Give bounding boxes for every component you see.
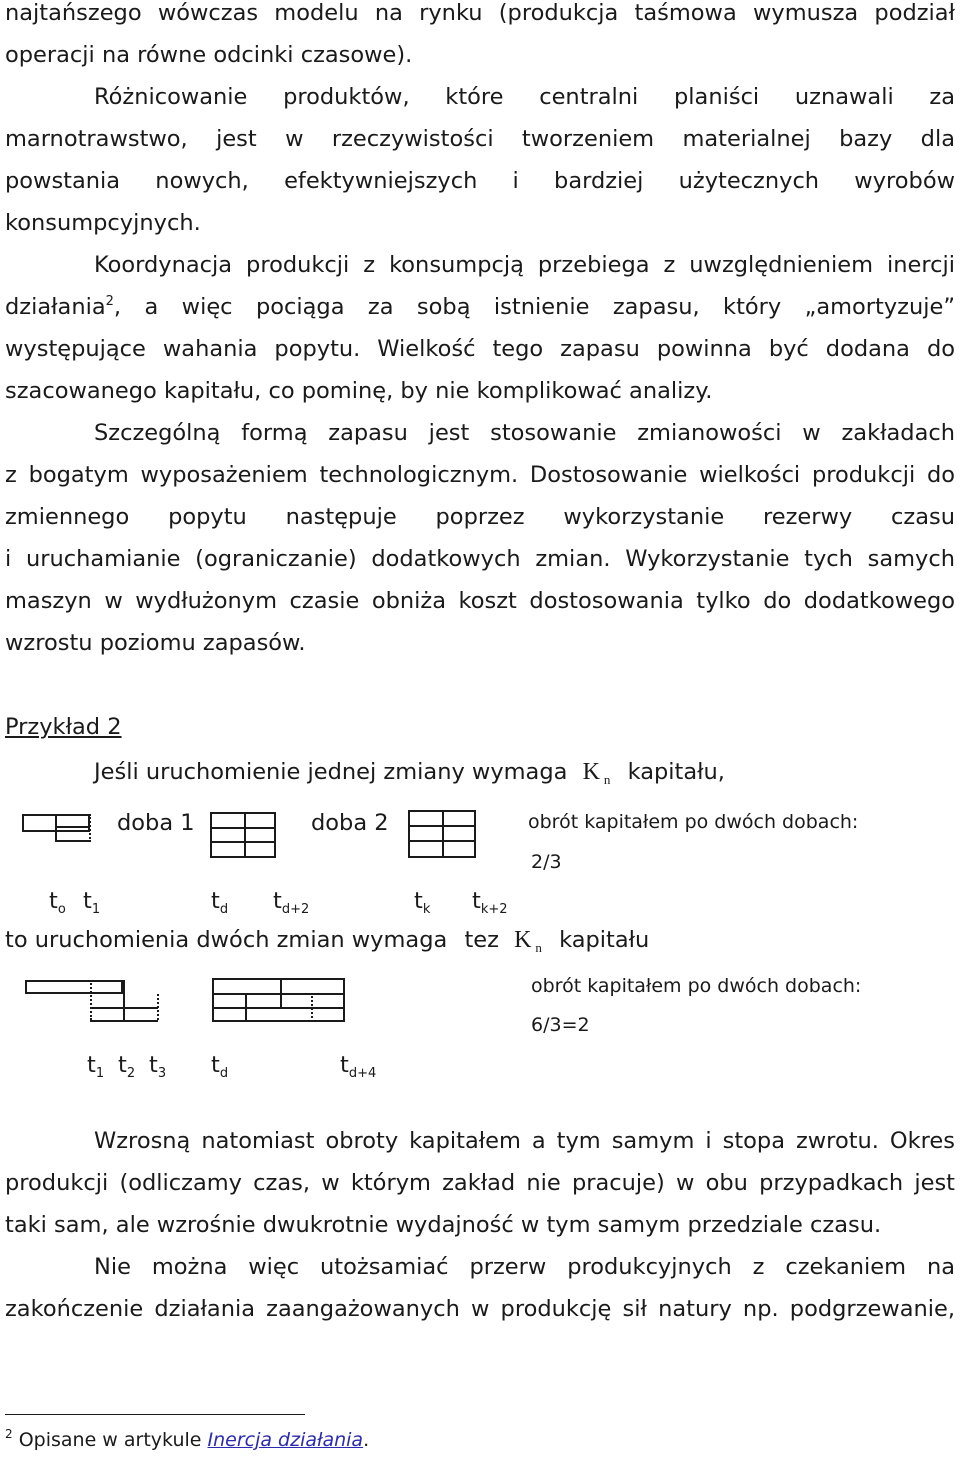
turnover-label: obrót kapitałem po dwóch dobach: — [528, 811, 859, 833]
paragraph-line: taki sam, ale wzrośnie dwukrotnie wydajność w tym samym przedziale czasu. — [5, 1212, 882, 1238]
paragraph-line: zmiennego popytu następuje poprzez wykorzystanie rezerwy czasu — [5, 504, 955, 530]
turnover-value: 6/3=2 — [531, 1014, 590, 1036]
word: działania — [5, 294, 106, 320]
example-heading: Przykład 2 — [5, 714, 122, 740]
time-label: $t_d$ — [211, 1052, 229, 1081]
paragraph-line: marnotrawstwo, jest w rzeczywistości tworzeniem materialnej bazy dla — [5, 126, 955, 152]
capital-symbol: K — [514, 927, 532, 953]
paragraph-line: Szczególną formą zapasu jest stosowanie zmianowości w zakładach — [94, 420, 955, 446]
paragraph-line: wzrostu poziomu zapasów. — [5, 630, 306, 656]
example-line: Jeśli uruchomienie jednej zmiany wymaga K $_n$ kapitału, — [94, 759, 725, 787]
paragraph-line: maszyn w wydłużonym czasie obniża koszt dostosowania tylko do dodatkowego — [5, 588, 955, 614]
paragraph-line: najtańszego wówczas modelu na rynku (produkcja taśmowa wymusza podział — [5, 0, 955, 26]
paragraph-line: produkcji (odliczamy czas, w którym zakład nie pracuje) w obu przypadkach jest — [5, 1170, 955, 1196]
time-label: $t_{d+4}$ — [340, 1052, 377, 1081]
time-label: $t_{d+2}$ — [273, 888, 310, 917]
time-label: $t_d$ — [211, 888, 229, 917]
time-label: $t_3$ — [149, 1052, 167, 1081]
footnote-link[interactable]: Inercja działania — [207, 1429, 364, 1451]
time-label: $t_k$ — [414, 888, 431, 917]
paragraph-line: Wzrosną natomiast obroty kapitałem a tym samym i stopa zwrotu. Okres — [94, 1128, 955, 1154]
text-run: , a więc pociąga za sobą istnienie zapasu, który „amortyzuje” — [113, 294, 955, 320]
day-label: doba 2 — [311, 810, 389, 836]
time-label: $t_2$ — [118, 1052, 136, 1081]
time-label: $t_1$ — [83, 888, 101, 917]
time-label: $t_o$ — [49, 888, 66, 917]
paragraph-line: Różnicowanie produktów, które centralni planiści uznawali za — [94, 84, 955, 110]
footnote-number: 2 — [5, 1427, 13, 1441]
example-line: to uruchomienia dwóch zmian wymaga tez K $_n$ kapitału — [5, 927, 650, 955]
paragraph-line: zakończenie działania zaangażowanych w produkcję sił natury np. podgrzewanie, — [5, 1296, 955, 1322]
turnover-label: obrót kapitałem po dwóch dobach: — [531, 975, 862, 997]
paragraph-line: powstania nowych, efektywniejszych i bardziej użytecznych wyrobów — [5, 168, 955, 194]
footnote-ref[interactable]: 2 — [105, 294, 114, 309]
footnote-rule — [5, 1414, 305, 1415]
paragraph-line: i uruchamianie (ograniczanie) dodatkowych zmian. Wykorzystanie tych samych — [5, 546, 955, 572]
capital-symbol: K — [582, 759, 600, 785]
paragraph-line: Nie można więc utożsamiać przerw produkcyjnych z czekaniem na — [94, 1254, 955, 1280]
turnover-value: 2/3 — [531, 851, 562, 873]
day-label: doba 1 — [117, 810, 195, 836]
paragraph-line: z bogatym wyposażeniem technologicznym. Dostosowanie wielkości produkcji do — [5, 462, 955, 488]
paragraph-line: Koordynacja produkcji z konsumpcją przebiega z uwzględnieniem inercji — [94, 252, 955, 278]
time-label: $t_{k+2}$ — [472, 888, 508, 917]
paragraph-line: szacowanego kapitału, co pominę, by nie komplikować analizy. — [5, 378, 713, 404]
footnote: $^2$ Opisane w artykule Inercja działania. — [5, 1427, 370, 1451]
paragraph-line — [5, 296, 955, 319]
paragraph-line: operacji na równe odcinki czasowe). — [5, 42, 413, 68]
time-label: $t_1$ — [87, 1052, 105, 1081]
paragraph-line: konsumpcyjnych. — [5, 210, 201, 236]
paragraph-line: występujące wahania popytu. Wielkość tego zapasu powinna być dodana do — [5, 336, 955, 362]
